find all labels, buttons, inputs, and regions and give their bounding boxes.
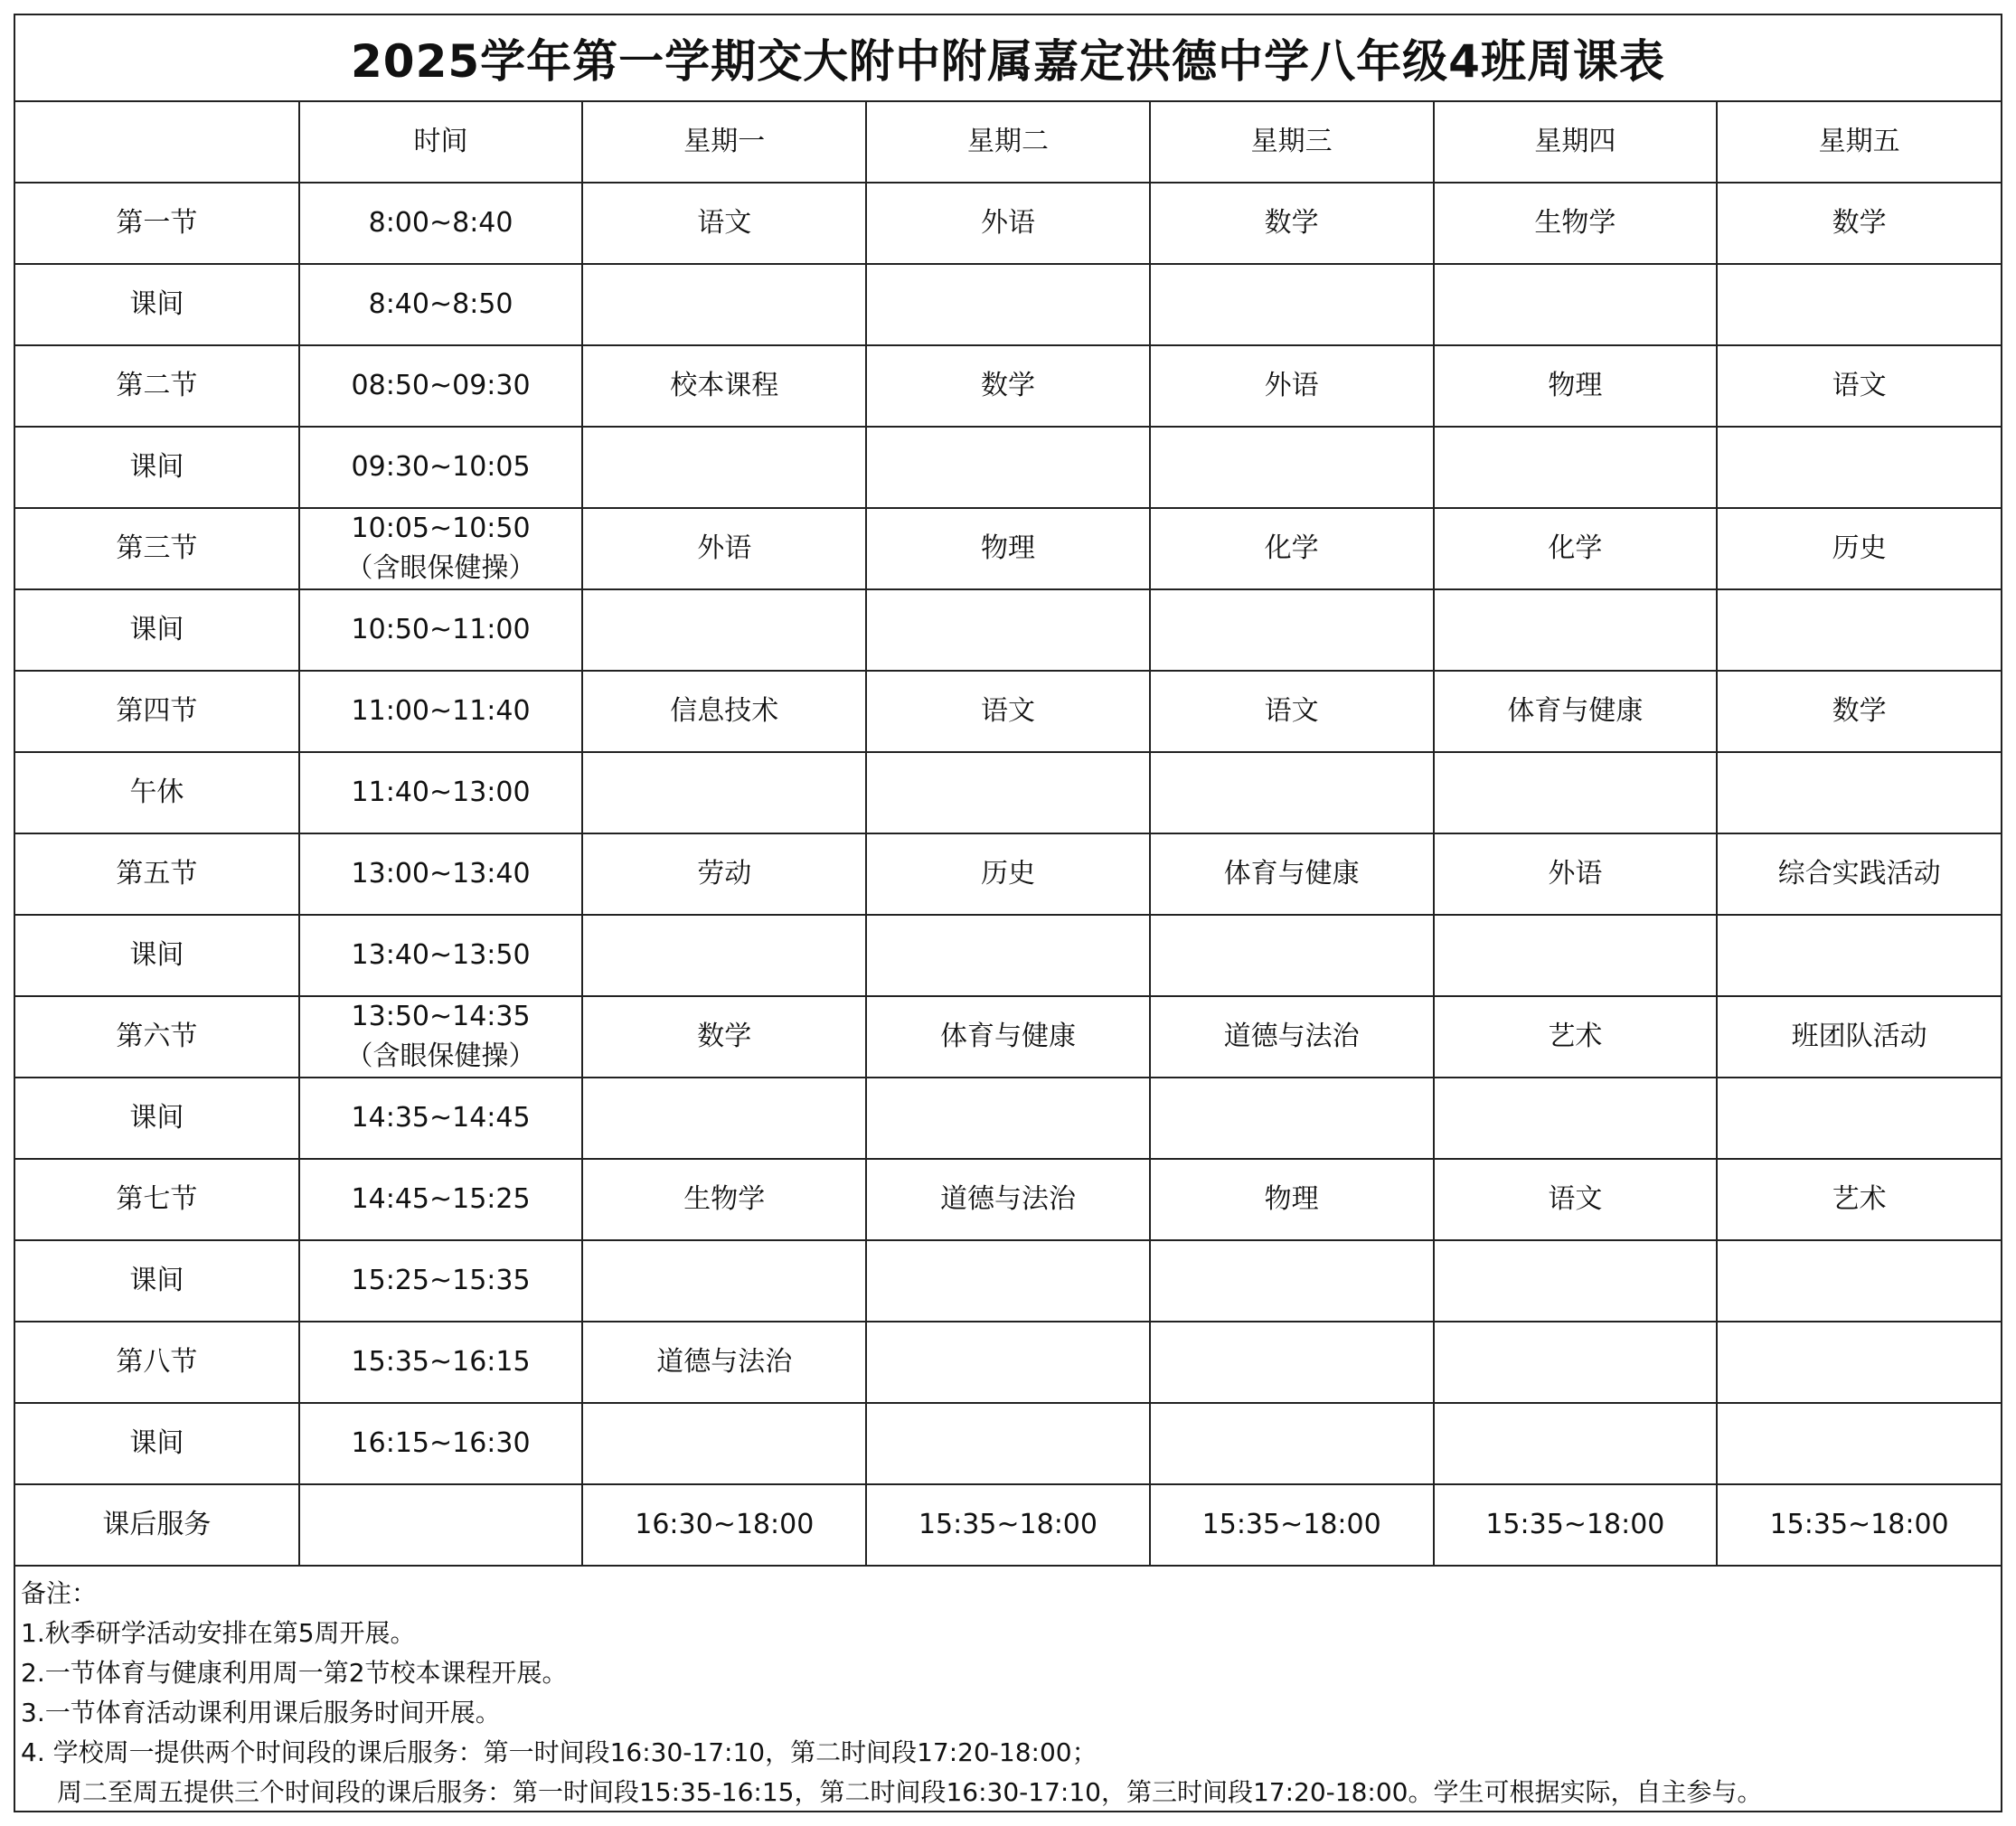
course-cell-monday bbox=[582, 1240, 866, 1322]
table-row bbox=[15, 752, 2001, 833]
course-cell-friday bbox=[1717, 915, 2001, 996]
course-cell-tuesday: 15:35~18:00 bbox=[866, 1484, 1150, 1566]
course-cell-monday: 信息技术 bbox=[582, 671, 866, 752]
period-label-cell: 第三节 bbox=[15, 508, 299, 589]
period-time-text: 14:45~15:25 bbox=[351, 1183, 531, 1215]
note-item-3: 3.一节体育活动课利用课后服务时间开展。 bbox=[21, 1698, 501, 1727]
course-cell-monday bbox=[582, 427, 866, 508]
course-cell-wednesday bbox=[1150, 1078, 1434, 1159]
period-time-text: 08:50~09:30 bbox=[351, 370, 531, 401]
course-cell-wednesday bbox=[1150, 427, 1434, 508]
period-time-cell bbox=[299, 508, 583, 589]
table-row bbox=[15, 427, 2001, 508]
course-cell-thursday: 15:35~18:00 bbox=[1434, 1484, 1718, 1566]
note-item-4: 4. 学校周一提供两个时间段的课后服务：第一时间段16:30-17:10，第二时间段17:20-18:00； bbox=[21, 1737, 1097, 1767]
course-cell-friday bbox=[1717, 589, 2001, 671]
period-time-text: 11:40~13:00 bbox=[351, 777, 531, 808]
course-cell-thursday: 物理 bbox=[1434, 345, 1718, 427]
course-cell-thursday: 外语 bbox=[1434, 833, 1718, 915]
period-time-text: 8:40~8:50 bbox=[368, 288, 513, 320]
course-cell-wednesday: 语文 bbox=[1150, 671, 1434, 752]
page-title: 2025学年第一学期交大附中附属嘉定洪德中学八年级4班周课表 bbox=[15, 15, 2001, 102]
course-cell-wednesday bbox=[1150, 1403, 1434, 1484]
period-label-cell: 第七节 bbox=[15, 1159, 299, 1240]
course-cell-friday: 数学 bbox=[1717, 183, 2001, 264]
period-time-text: 10:05~10:50 bbox=[351, 513, 531, 544]
course-cell-thursday bbox=[1434, 1078, 1718, 1159]
period-time-text: 8:00~8:40 bbox=[368, 207, 513, 239]
period-label-cell: 午休 bbox=[15, 752, 299, 833]
course-cell-monday bbox=[582, 752, 866, 833]
period-label-cell: 课后服务 bbox=[15, 1484, 299, 1566]
course-cell-tuesday bbox=[866, 752, 1150, 833]
table-row bbox=[15, 1322, 2001, 1403]
course-cell-wednesday bbox=[1150, 915, 1434, 996]
course-cell-thursday bbox=[1434, 1403, 1718, 1484]
course-cell-thursday bbox=[1434, 589, 1718, 671]
header-day-tuesday: 星期二 bbox=[866, 102, 1150, 183]
course-cell-monday: 劳动 bbox=[582, 833, 866, 915]
course-cell-friday: 综合实践活动 bbox=[1717, 833, 2001, 915]
period-label-cell: 课间 bbox=[15, 264, 299, 345]
period-time-text: 15:25~15:35 bbox=[351, 1265, 531, 1296]
notes-heading: 备注： bbox=[21, 1578, 98, 1608]
course-cell-thursday: 艺术 bbox=[1434, 996, 1718, 1078]
course-cell-monday: 道德与法治 bbox=[582, 1322, 866, 1403]
course-cell-thursday bbox=[1434, 264, 1718, 345]
period-time-cell bbox=[299, 996, 583, 1078]
period-time-cell bbox=[299, 1322, 583, 1403]
period-time-cell bbox=[299, 1159, 583, 1240]
table-row bbox=[15, 264, 2001, 345]
period-time-cell bbox=[299, 427, 583, 508]
course-cell-thursday: 语文 bbox=[1434, 1159, 1718, 1240]
course-cell-wednesday: 体育与健康 bbox=[1150, 833, 1434, 915]
period-time-note: （含眼保健操） bbox=[345, 1040, 536, 1072]
period-label-cell: 第八节 bbox=[15, 1322, 299, 1403]
course-cell-tuesday: 外语 bbox=[866, 183, 1150, 264]
period-time-text: 13:50~14:35 bbox=[351, 1001, 531, 1032]
course-cell-friday: 语文 bbox=[1717, 345, 2001, 427]
course-cell-wednesday bbox=[1150, 589, 1434, 671]
header-day-friday: 星期五 bbox=[1717, 102, 2001, 183]
period-time-cell bbox=[299, 264, 583, 345]
course-cell-monday: 生物学 bbox=[582, 1159, 866, 1240]
course-cell-friday bbox=[1717, 427, 2001, 508]
header-blank-cell bbox=[15, 102, 299, 183]
course-cell-friday: 艺术 bbox=[1717, 1159, 2001, 1240]
course-cell-tuesday: 语文 bbox=[866, 671, 1150, 752]
period-time-cell bbox=[299, 345, 583, 427]
course-cell-thursday bbox=[1434, 1322, 1718, 1403]
header-day-wednesday: 星期三 bbox=[1150, 102, 1434, 183]
course-cell-wednesday: 道德与法治 bbox=[1150, 996, 1434, 1078]
course-cell-tuesday bbox=[866, 1322, 1150, 1403]
table-row bbox=[15, 508, 2001, 589]
period-time-text: 09:30~10:05 bbox=[351, 451, 531, 483]
period-time-cell bbox=[299, 1078, 583, 1159]
period-time-text: 11:00~11:40 bbox=[351, 695, 531, 727]
period-time-cell bbox=[299, 1240, 583, 1322]
course-cell-friday bbox=[1717, 1322, 2001, 1403]
table-row bbox=[15, 915, 2001, 996]
table-row bbox=[15, 345, 2001, 427]
course-cell-thursday bbox=[1434, 1240, 1718, 1322]
period-time-cell bbox=[299, 589, 583, 671]
period-label-cell: 课间 bbox=[15, 915, 299, 996]
timetable-sheet bbox=[14, 14, 2002, 1812]
course-cell-wednesday: 化学 bbox=[1150, 508, 1434, 589]
period-time-text: 13:00~13:40 bbox=[351, 858, 531, 889]
course-cell-thursday bbox=[1434, 752, 1718, 833]
period-label-cell: 第六节 bbox=[15, 996, 299, 1078]
course-cell-tuesday bbox=[866, 1078, 1150, 1159]
course-cell-tuesday bbox=[866, 264, 1150, 345]
table-row bbox=[15, 183, 2001, 264]
note-item-1: 1.秋季研学活动安排在第5周开展。 bbox=[21, 1618, 416, 1648]
course-cell-thursday bbox=[1434, 915, 1718, 996]
course-cell-monday bbox=[582, 264, 866, 345]
notes-section bbox=[15, 1567, 2001, 1820]
course-cell-thursday: 化学 bbox=[1434, 508, 1718, 589]
period-time-text: 16:15~16:30 bbox=[351, 1427, 531, 1459]
table-row bbox=[15, 1403, 2001, 1484]
course-cell-friday: 数学 bbox=[1717, 671, 2001, 752]
period-label-cell: 第一节 bbox=[15, 183, 299, 264]
course-cell-monday bbox=[582, 589, 866, 671]
course-cell-friday bbox=[1717, 752, 2001, 833]
course-cell-wednesday: 15:35~18:00 bbox=[1150, 1484, 1434, 1566]
course-cell-tuesday: 道德与法治 bbox=[866, 1159, 1150, 1240]
course-cell-wednesday: 物理 bbox=[1150, 1159, 1434, 1240]
header-row bbox=[15, 102, 2001, 183]
period-label-cell: 第四节 bbox=[15, 671, 299, 752]
course-cell-monday: 16:30~18:00 bbox=[582, 1484, 866, 1566]
period-time-cell bbox=[299, 833, 583, 915]
course-cell-tuesday: 历史 bbox=[866, 833, 1150, 915]
header-day-thursday: 星期四 bbox=[1434, 102, 1718, 183]
course-cell-friday: 15:35~18:00 bbox=[1717, 1484, 2001, 1566]
period-time-text: 14:35~14:45 bbox=[351, 1102, 531, 1134]
course-cell-tuesday: 数学 bbox=[866, 345, 1150, 427]
table-row bbox=[15, 1078, 2001, 1159]
header-day-monday: 星期一 bbox=[582, 102, 866, 183]
course-cell-friday bbox=[1717, 264, 2001, 345]
course-cell-wednesday bbox=[1150, 1240, 1434, 1322]
course-cell-friday bbox=[1717, 1240, 2001, 1322]
period-time-text: 15:35~16:15 bbox=[351, 1346, 531, 1378]
period-time-text: 10:50~11:00 bbox=[351, 614, 531, 645]
course-cell-monday bbox=[582, 915, 866, 996]
course-cell-monday: 外语 bbox=[582, 508, 866, 589]
course-cell-monday bbox=[582, 1078, 866, 1159]
table-row bbox=[15, 1159, 2001, 1240]
course-cell-tuesday: 物理 bbox=[866, 508, 1150, 589]
period-time-note: （含眼保健操） bbox=[345, 552, 536, 584]
note-item-4-continuation: 周二至周五提供三个时间段的课后服务：第一时间段15:35-16:15，第二时间段16:30-17:10，第三时间段17:20-18:00。学生可根据实际，自主参与。 bbox=[57, 1777, 1763, 1807]
period-time-cell bbox=[299, 1403, 583, 1484]
course-cell-friday: 历史 bbox=[1717, 508, 2001, 589]
table-row bbox=[15, 1484, 2001, 1566]
period-time-cell bbox=[299, 183, 583, 264]
period-label-cell: 课间 bbox=[15, 1240, 299, 1322]
period-time-cell bbox=[299, 752, 583, 833]
period-label-cell: 课间 bbox=[15, 1403, 299, 1484]
course-cell-tuesday bbox=[866, 427, 1150, 508]
course-cell-tuesday bbox=[866, 589, 1150, 671]
note-item-2: 2.一节体育与健康利用周一第2节校本课程开展。 bbox=[21, 1658, 568, 1688]
course-cell-thursday: 生物学 bbox=[1434, 183, 1718, 264]
period-label-cell: 课间 bbox=[15, 589, 299, 671]
table-row bbox=[15, 671, 2001, 752]
course-cell-tuesday bbox=[866, 915, 1150, 996]
period-label-cell: 课间 bbox=[15, 1078, 299, 1159]
period-time-cell bbox=[299, 671, 583, 752]
course-cell-wednesday bbox=[1150, 1322, 1434, 1403]
course-cell-wednesday: 数学 bbox=[1150, 183, 1434, 264]
table-row bbox=[15, 589, 2001, 671]
course-cell-thursday bbox=[1434, 427, 1718, 508]
table-row bbox=[15, 833, 2001, 915]
course-cell-thursday: 体育与健康 bbox=[1434, 671, 1718, 752]
table-row bbox=[15, 1240, 2001, 1322]
header-time-cell: 时间 bbox=[299, 102, 583, 183]
course-cell-friday bbox=[1717, 1403, 2001, 1484]
course-cell-wednesday: 外语 bbox=[1150, 345, 1434, 427]
course-cell-tuesday bbox=[866, 1240, 1150, 1322]
course-cell-wednesday bbox=[1150, 264, 1434, 345]
period-label-cell: 第五节 bbox=[15, 833, 299, 915]
period-label-cell: 课间 bbox=[15, 427, 299, 508]
course-cell-wednesday bbox=[1150, 752, 1434, 833]
period-time-cell bbox=[299, 915, 583, 996]
course-cell-monday: 数学 bbox=[582, 996, 866, 1078]
course-cell-friday: 班团队活动 bbox=[1717, 996, 2001, 1078]
period-time-text: 13:40~13:50 bbox=[351, 939, 531, 971]
course-cell-tuesday: 体育与健康 bbox=[866, 996, 1150, 1078]
course-cell-monday: 校本课程 bbox=[582, 345, 866, 427]
course-cell-friday bbox=[1717, 1078, 2001, 1159]
table-row bbox=[15, 996, 2001, 1078]
course-cell-monday bbox=[582, 1403, 866, 1484]
course-cell-monday: 语文 bbox=[582, 183, 866, 264]
course-cell-tuesday bbox=[866, 1403, 1150, 1484]
timetable bbox=[15, 102, 2001, 1567]
period-time-cell bbox=[299, 1484, 583, 1566]
period-label-cell: 第二节 bbox=[15, 345, 299, 427]
